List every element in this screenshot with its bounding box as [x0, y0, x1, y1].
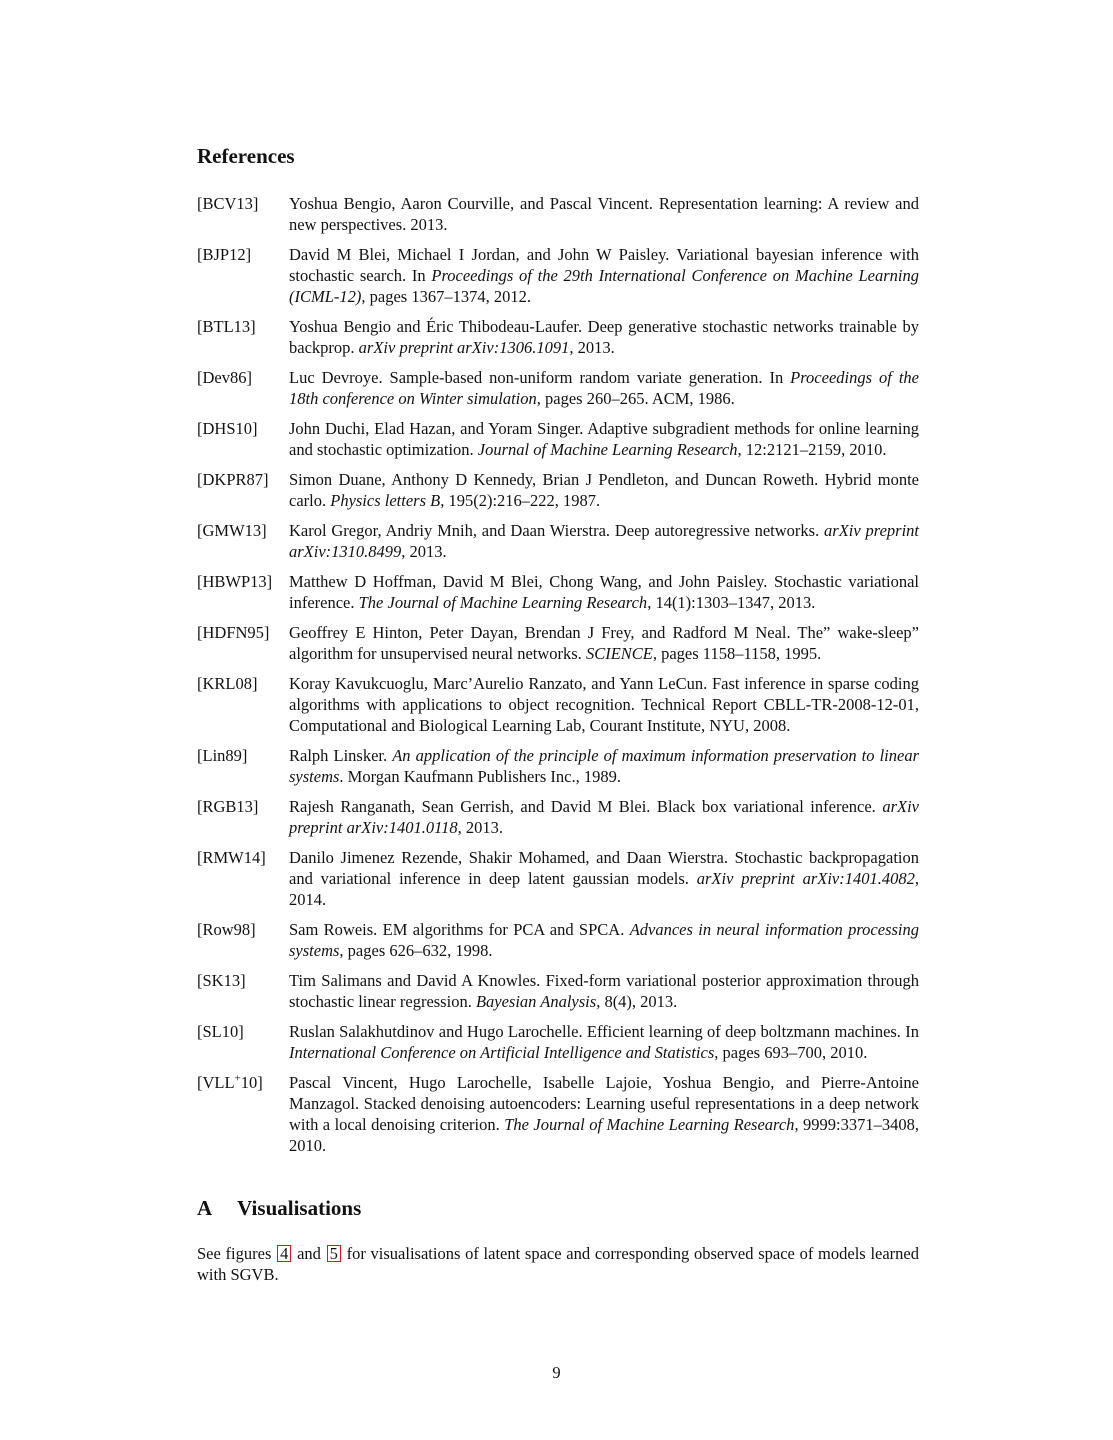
text-segment: , 2013. — [457, 818, 504, 837]
reference-entry — [197, 796, 919, 838]
italic-text: Advances in neural information processing systems — [289, 920, 919, 960]
references-heading: References — [197, 144, 295, 168]
superscript: + — [234, 1072, 241, 1085]
text-segment: [RMW14] — [197, 848, 266, 867]
reference-key — [197, 1072, 289, 1156]
italic-text: Journal of Machine Learning Research — [477, 440, 738, 459]
reference-key — [197, 193, 289, 235]
reference-text — [289, 796, 919, 838]
reference-text — [289, 745, 919, 787]
text-segment: Geoffrey E Hinton, Peter Dayan, Brendan J Frey, and Radford M Neal. The” wake-sleep” algorithm for unsupervised neural networks. — [289, 623, 919, 663]
text-segment: Karol Gregor, Andriy Mnih, and Daan Wierstra. Deep autoregressive networks. — [289, 521, 825, 540]
reference-text — [289, 1021, 919, 1063]
text-segment: , 2013. — [569, 338, 615, 357]
text-segment: , pages 693–700, 2010. — [714, 1043, 868, 1062]
text-segment: Rajesh Ranganath, Sean Gerrish, and David M Blei. Black box variational inference. — [289, 797, 883, 816]
text-segment: Pascal Vincent, Hugo Larochelle, Isabelle Lajoie, Yoshua Bengio, and Pierre-Antoine Manzagol. Stacked denoising autoencoders: Learning useful representations in a deep network with a local denoising criterion. — [289, 1073, 919, 1134]
text-segment: [SK13] — [197, 971, 246, 990]
page-number: 9 — [552, 1363, 561, 1382]
text-segment: [Lin89] — [197, 746, 248, 765]
page-content — [197, 144, 919, 1285]
reference-text — [289, 520, 919, 562]
italic-text: Proceedings of the 18th conference on Winter simulation — [289, 368, 919, 408]
text-segment: for visualisations of latent space and corresponding observed space of models learned with SGVB. — [197, 1244, 919, 1284]
reference-text — [289, 244, 919, 307]
appendix-section-letter: A — [197, 1196, 213, 1220]
reference-text — [289, 193, 919, 235]
text-segment: See figures — [197, 1244, 277, 1263]
text-segment: [Dev86] — [197, 368, 252, 387]
italic-text: Bayesian Analysis — [475, 992, 597, 1011]
text-segment: Sam Roweis. EM algorithms for PCA and SPCA. — [289, 920, 630, 939]
figure-link-5[interactable]: 5 — [327, 1245, 341, 1262]
text-segment: , 14(1):1303–1347, 2013. — [647, 593, 816, 612]
text-segment: [DHS10] — [197, 419, 258, 438]
italic-text: The Journal of Machine Learning Research — [504, 1115, 795, 1134]
reference-text — [289, 847, 919, 910]
text-segment: . Morgan Kaufmann Publishers Inc., 1989. — [339, 767, 621, 786]
text-segment: Ralph Linsker. — [289, 746, 393, 765]
reference-key — [197, 847, 289, 910]
italic-text: arXiv preprint arXiv:1401.4082 — [696, 869, 915, 888]
text-segment: [HBWP13] — [197, 572, 273, 591]
reference-entry — [197, 571, 919, 613]
figure-link-4[interactable]: 4 — [277, 1245, 291, 1262]
reference-key — [197, 520, 289, 562]
italic-text: SCIENCE — [585, 644, 653, 663]
italic-text: International Conference on Artificial Intelligence and Statistics — [289, 1043, 715, 1062]
text-segment: John Duchi, Elad Hazan, and Yoram Singer. Adaptive subgradient methods for online learning and stochastic optimization. — [289, 419, 919, 459]
reference-key — [197, 367, 289, 409]
text-segment: , 2013. — [401, 542, 447, 561]
appendix-heading — [197, 1196, 919, 1220]
reference-entry — [197, 970, 919, 1012]
text-segment: David M Blei, Michael I Jordan, and John W Paisley. Variational bayesian inference with stochastic search. In — [289, 245, 919, 285]
reference-entry — [197, 745, 919, 787]
reference-entry — [197, 847, 919, 910]
reference-entry — [197, 469, 919, 511]
text-segment: [GMW13] — [197, 521, 267, 540]
text-segment: [BTL13] — [197, 317, 256, 336]
reference-text — [289, 1072, 919, 1156]
italic-text: An application of the principle of maximum information preservation to linear systems — [289, 746, 919, 786]
reference-entry — [197, 520, 919, 562]
text-segment: Yoshua Bengio, Aaron Courville, and Pascal Vincent. Representation learning: A review and new perspectives. 2013. — [289, 194, 919, 234]
reference-key — [197, 970, 289, 1012]
reference-entry — [197, 367, 919, 409]
reference-text — [289, 673, 919, 736]
text-segment: , 12:2121–2159, 2010. — [737, 440, 887, 459]
text-segment: [KRL08] — [197, 674, 258, 693]
text-segment: Ruslan Salakhutdinov and Hugo Larochelle. Efficient learning of deep boltzmann machines. In — [289, 1022, 919, 1041]
reference-text — [289, 571, 919, 613]
reference-text — [289, 316, 919, 358]
text-segment: [VLL — [197, 1073, 235, 1092]
reference-entry — [197, 1072, 919, 1156]
reference-key — [197, 418, 289, 460]
text-segment: Koray Kavukcuoglu, Marc’Aurelio Ranzato, and Yann LeCun. Fast inference in sparse coding algorithms with applications to object recognition. Technical Report CBLL-TR-2008-12-01, Computational and Biological Learning Lab, Courant Institute, NYU, 2008. — [289, 674, 919, 735]
text-segment: Luc Devroye. Sample-based non-uniform random variate generation. In — [289, 368, 791, 387]
reference-entry — [197, 244, 919, 307]
reference-key — [197, 796, 289, 838]
reference-text — [289, 970, 919, 1012]
reference-key — [197, 469, 289, 511]
reference-text — [289, 418, 919, 460]
reference-key — [197, 1021, 289, 1063]
reference-entry — [197, 622, 919, 664]
italic-text: arXiv preprint arXiv:1306.1091 — [358, 338, 570, 357]
text-segment: , 9999:3371–3408, 2010. — [289, 1115, 919, 1155]
reference-key — [197, 745, 289, 787]
reference-key — [197, 919, 289, 961]
text-segment: , pages 260–265. ACM, 1986. — [536, 389, 735, 408]
text-segment: 10] — [240, 1073, 263, 1092]
reference-text — [289, 919, 919, 961]
text-segment: and — [292, 1244, 326, 1263]
text-segment: , 8(4), 2013. — [596, 992, 678, 1011]
text-segment: , 195(2):216–222, 1987. — [440, 491, 601, 510]
reference-key — [197, 244, 289, 307]
text-segment: [SL10] — [197, 1022, 244, 1041]
text-segment: [HDFN95] — [197, 623, 270, 642]
reference-key — [197, 622, 289, 664]
references-list — [197, 193, 919, 1156]
appendix-section-title: Visualisations — [237, 1196, 362, 1220]
reference-key — [197, 571, 289, 613]
text-segment: [BCV13] — [197, 194, 259, 213]
reference-key — [197, 316, 289, 358]
text-segment: , pages 1367–1374, 2012. — [361, 287, 531, 306]
text-segment: [DKPR87] — [197, 470, 269, 489]
reference-text — [289, 622, 919, 664]
reference-entry — [197, 673, 919, 736]
appendix-paragraph — [197, 1243, 919, 1285]
italic-text: arXiv preprint arXiv:1310.8499 — [289, 521, 919, 561]
text-segment: [BJP12] — [197, 245, 252, 264]
text-segment: [RGB13] — [197, 797, 259, 816]
text-segment: Tim Salimans and David A Knowles. Fixed-form variational posterior approximation through stochastic linear regression. — [289, 971, 919, 1011]
italic-text: Proceedings of the 29th International Conference on Machine Learning (ICML-12) — [289, 266, 919, 306]
reference-entry — [197, 1021, 919, 1063]
text-segment: , 2014. — [289, 869, 919, 909]
italic-text: arXiv preprint arXiv:1401.0118 — [289, 797, 919, 837]
text-segment: Matthew D Hoffman, David M Blei, Chong Wang, and John Paisley. Stochastic variational inference. — [289, 572, 919, 612]
text-segment: , pages 1158–1158, 1995. — [652, 644, 822, 663]
reference-text — [289, 469, 919, 511]
reference-entry — [197, 418, 919, 460]
reference-entry — [197, 919, 919, 961]
text-segment: Yoshua Bengio and Éric Thibodeau-Laufer. Deep generative stochastic networks trainable by backprop. — [289, 317, 919, 357]
reference-key — [197, 673, 289, 736]
italic-text: The Journal of Machine Learning Research — [358, 593, 648, 612]
italic-text: Physics letters B — [330, 491, 441, 510]
reference-entry — [197, 193, 919, 235]
text-segment: [Row98] — [197, 920, 256, 939]
text-segment: Danilo Jimenez Rezende, Shakir Mohamed, and Daan Wierstra. Stochastic backpropagation and variational inference in deep latent gaussian models. — [289, 848, 919, 888]
reference-text — [289, 367, 919, 409]
text-segment: , pages 626–632, 1998. — [339, 941, 493, 960]
reference-entry — [197, 316, 919, 358]
text-segment: Simon Duane, Anthony D Kennedy, Brian J Pendleton, and Duncan Roweth. Hybrid monte carlo. — [289, 470, 919, 510]
